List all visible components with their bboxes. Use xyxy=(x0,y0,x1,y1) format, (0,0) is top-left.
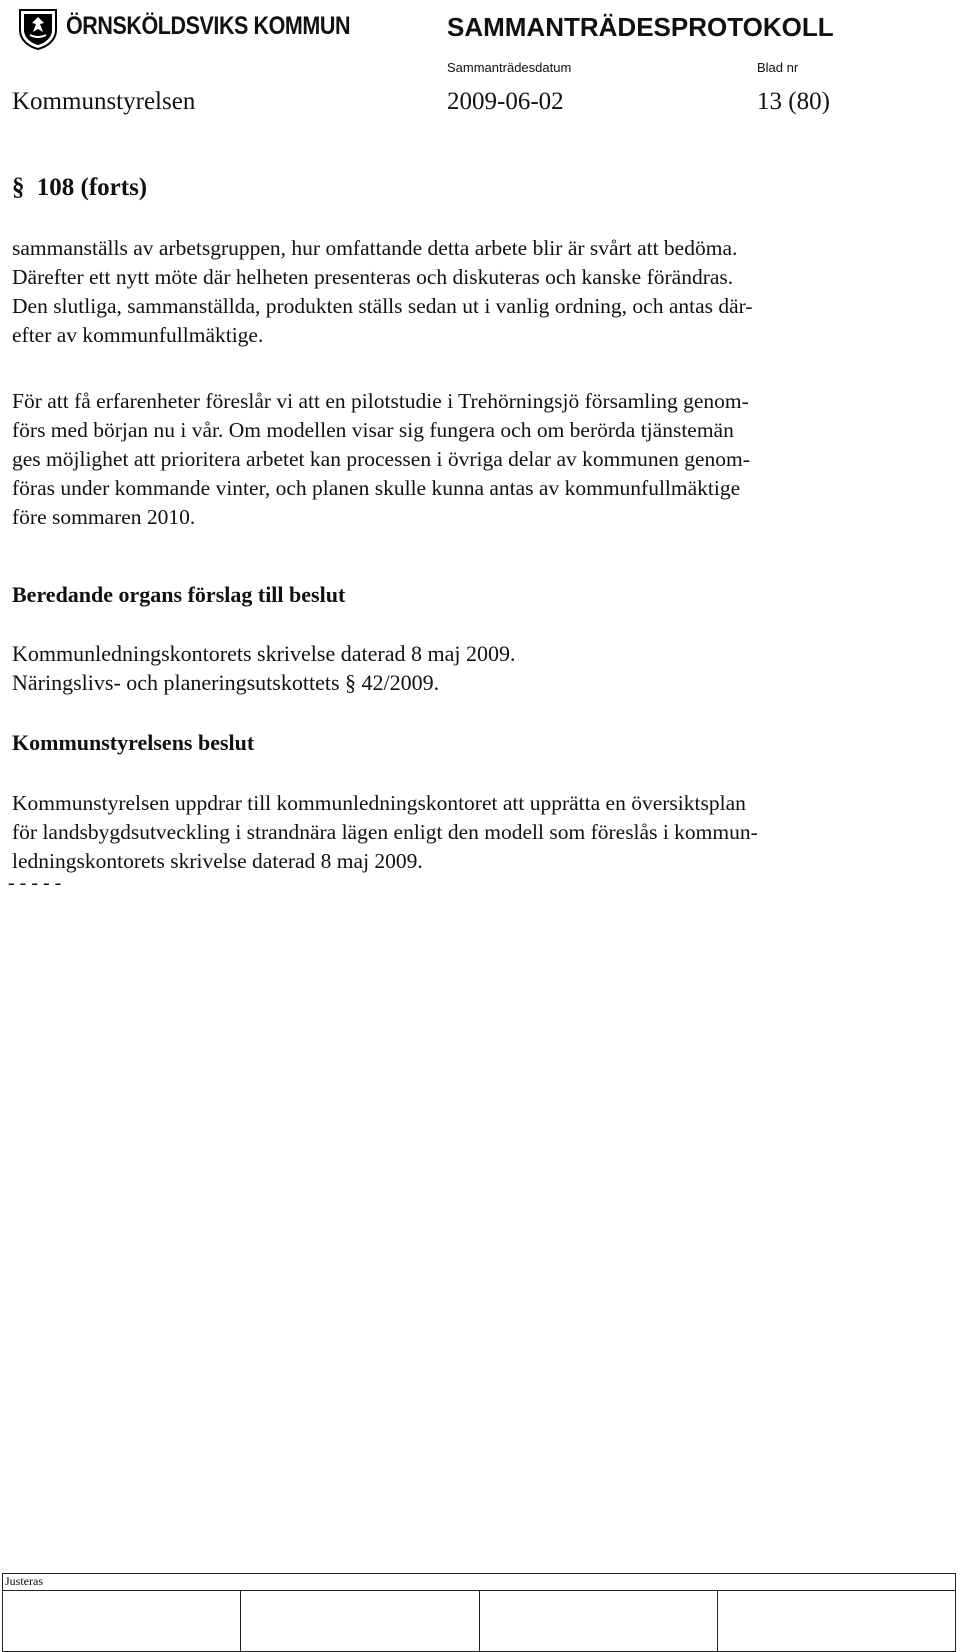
coat-of-arms-logo-icon xyxy=(18,8,58,50)
section-heading xyxy=(12,174,147,202)
text-line: Därefter ett nytt möte där helheten presenteras och diskuteras och kanske förändras. xyxy=(12,265,734,289)
beredande-line-2: Näringslivs- och planeringsutskottets § 42/2009. xyxy=(12,670,440,695)
organization-name: ÖRNSKÖLDSVIKS KOMMUN xyxy=(66,12,351,40)
beredande-heading: Beredande organs förslag till beslut xyxy=(12,582,346,607)
end-marker: - - - - - xyxy=(8,872,62,894)
signature-table xyxy=(2,1573,956,1652)
signature-box[interactable] xyxy=(3,1591,241,1652)
meeting-date-label: Sammanträdesdatum xyxy=(447,60,572,75)
text-line: ledningskontorets skrivelse daterad 8 maj 2009. xyxy=(12,849,423,873)
page-number-label: Blad nr xyxy=(757,60,799,75)
text-line: Den slutliga, sammanställda, produkten ställs sedan ut i vanlig ordning, och antas där- xyxy=(12,294,753,318)
paragraph-1 xyxy=(12,234,912,350)
text-line: För att få erfarenheter föreslår vi att en pilotstudie i Trehörningsjö församling genom- xyxy=(12,389,749,413)
text-line: ges möjlighet att prioritera arbetet kan processen i övriga delar av kommunen genom- xyxy=(12,447,750,471)
signature-box[interactable] xyxy=(241,1591,479,1652)
text-line: Kommunstyrelsen uppdrar till kommunledningskontoret att upprätta en översiktsplan xyxy=(12,791,746,815)
beredande-line-1: Kommunledningskontorets skrivelse daterad 8 maj 2009. xyxy=(12,641,516,666)
text-line: sammanställs av arbetsgruppen, hur omfattande detta arbete blir är svårt att bedöma. xyxy=(12,236,738,260)
text-line: efter av kommunfullmäktige. xyxy=(12,323,264,347)
committee-name: Kommunstyrelsen xyxy=(12,88,196,115)
meeting-date: 2009-06-02 xyxy=(447,88,564,115)
signature-box[interactable] xyxy=(717,1591,955,1652)
page-number: 13 (80) xyxy=(757,88,830,115)
section-title: 108 (forts) xyxy=(36,174,148,201)
text-line: före sommaren 2010. xyxy=(12,505,196,529)
paragraph-2 xyxy=(12,387,912,532)
justeras-label: Justeras xyxy=(3,1574,956,1591)
text-line: förs med början nu i vår. Om modellen visar sig fungera och om berörda tjänstemän xyxy=(12,418,734,442)
text-line: för landsbygdsutveckling i strandnära lägen enligt den modell som föreslås i kommun- xyxy=(12,820,758,844)
beslut-heading: Kommunstyrelsens beslut xyxy=(12,730,255,755)
signature-box[interactable] xyxy=(479,1591,717,1652)
text-line: föras under kommande vinter, och planen skulle kunna antas av kommunfullmäktige xyxy=(12,476,741,500)
paragraph-symbol: § xyxy=(12,174,25,201)
beslut-text xyxy=(12,789,912,876)
document-title: SAMMANTRÄDESPROTOKOLL xyxy=(447,12,834,42)
